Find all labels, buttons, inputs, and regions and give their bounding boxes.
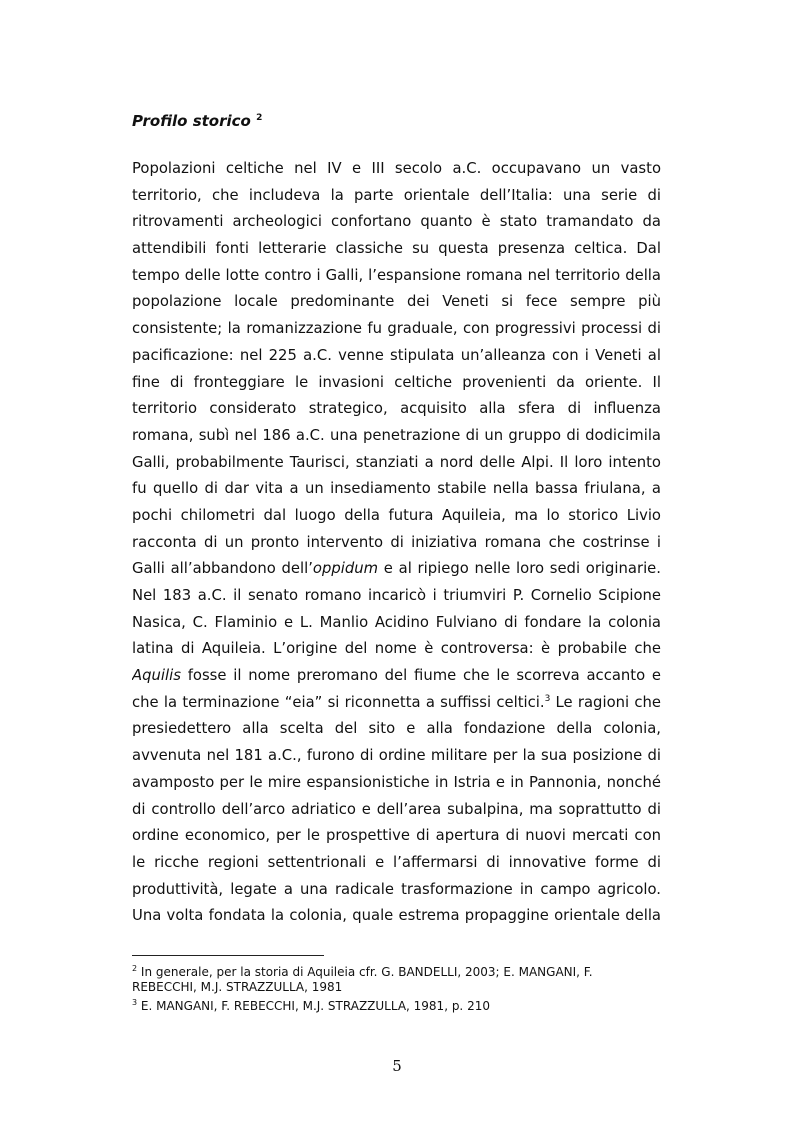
text-span: che la terminazione “eia” si riconnetta a suffissi celtici.: [132, 693, 545, 711]
text-span: fosse il nome preromano del fiume che le scorreva accanto e: [180, 667, 661, 685]
text-line: Una volta fondata la colonia, quale estrema propaggine orientale della: [132, 907, 661, 925]
footnote-3: [132, 995, 661, 1014]
text-line: le ricche regioni settentrionali e l’affermarsi di innovative forme di: [132, 853, 661, 871]
footnote-text: In generale, per la storia di Aquileia cfr. G. BANDELLI, 2003; E. MANGANI, F.: [137, 965, 593, 979]
footnotes: [132, 961, 661, 1014]
text-line: Popolazioni celtiche nel IV e III secolo a.C. occupavano un vasto: [132, 160, 661, 177]
text-line: Nel 183 a.C. il senato romano incaricò i triumviri P. Cornelio Scipione: [132, 587, 661, 604]
footnote-2: [132, 961, 661, 980]
footnote-number: 2: [132, 964, 138, 973]
page-number: 5: [392, 1057, 402, 1075]
text-line: avvenuta nel 181 a.C., furono di ordine militare per la sua posizione di: [132, 747, 661, 765]
text-line: produttività, legate a una radicale trasformazione in campo agricolo.: [132, 880, 661, 898]
footnote-reference: 3: [544, 693, 551, 704]
italic-term: Aquilis: [132, 667, 181, 685]
text-line: tempo delle lotte contro i Galli, l’espansione romana nel territorio della: [132, 266, 661, 284]
text-span: e al ripiego nelle loro sedi originarie.: [378, 560, 661, 578]
text-line: avamposto per le mire espansionistiche in Istria e in Pannonia, nonché: [132, 773, 661, 791]
text-line: romana, subì nel 186 a.C. una penetrazione di un gruppo di dodicimila: [132, 426, 661, 444]
text-line: fu quello di dar vita a un insediamento stabile nella bassa friulana, a: [132, 480, 661, 498]
text-line: attendibili fonti letterarie classiche su questa presenza celtica. Dal: [132, 240, 661, 258]
text-line: popolazione locale predominante dei Veneti si fece sempre più: [132, 293, 661, 311]
text-span: Galli all’abbandono dell’: [132, 560, 313, 578]
text-span: Le ragioni che: [550, 693, 661, 711]
section-heading: [132, 112, 262, 130]
footnote-separator: [132, 955, 324, 956]
text-line: territorio considerato strategico, acquisito alla sfera di influenza: [132, 400, 661, 418]
text-line: di controllo dell’arco adriatico e dell’area subalpina, ma soprattutto di: [132, 800, 661, 818]
footnote-2-continued: REBECCHI, M.J. STRAZZULLA, 1981: [132, 980, 343, 994]
text-line: territorio, che includeva la parte orientale dell’Italia: una serie di: [132, 186, 661, 204]
text-line: latina di Aquileia. L’origine del nome è controversa: è probabile che: [132, 640, 661, 658]
section-title: Profilo storico: [132, 112, 251, 130]
text-line: racconta di un pronto intervento di iniziativa romana che costrinse i: [132, 533, 661, 551]
text-line: Nasica, C. Flaminio e L. Manlio Acidino Fulviano di fondare la colonia: [132, 613, 661, 631]
body-paragraph: [132, 156, 661, 930]
text-line: fine di fronteggiare le invasioni celtiche provenienti da oriente. Il: [132, 373, 661, 391]
text-line: pacificazione: nel 225 a.C. venne stipulata un’alleanza con i Veneti al: [132, 346, 661, 364]
text-line: Galli, probabilmente Taurisci, stanziati a nord delle Alpi. Il loro intento: [132, 453, 661, 471]
footnote-number: 3: [132, 998, 138, 1007]
text-line: pochi chilometri dal luogo della futura Aquileia, ma lo storico Livio: [132, 506, 661, 524]
text-line: [132, 556, 661, 583]
text-line: ritrovamenti archeologici confortano quanto è stato tramandato da: [132, 213, 661, 231]
text-line: [132, 690, 661, 717]
text-line: consistente; la romanizzazione fu graduale, con progressivi processi di: [132, 320, 661, 338]
footnote-reference: 2: [256, 113, 263, 123]
footnote-text: E. MANGANI, F. REBECCHI, M.J. STRAZZULLA, 1981, p. 210: [137, 999, 490, 1013]
text-line: [132, 663, 661, 690]
text-line: ordine economico, per le prospettive di apertura di nuovi mercati con: [132, 827, 661, 845]
italic-term: oppidum: [312, 560, 379, 578]
text-line: presiedettero alla scelta del sito e alla fondazione della colonia,: [132, 720, 661, 738]
